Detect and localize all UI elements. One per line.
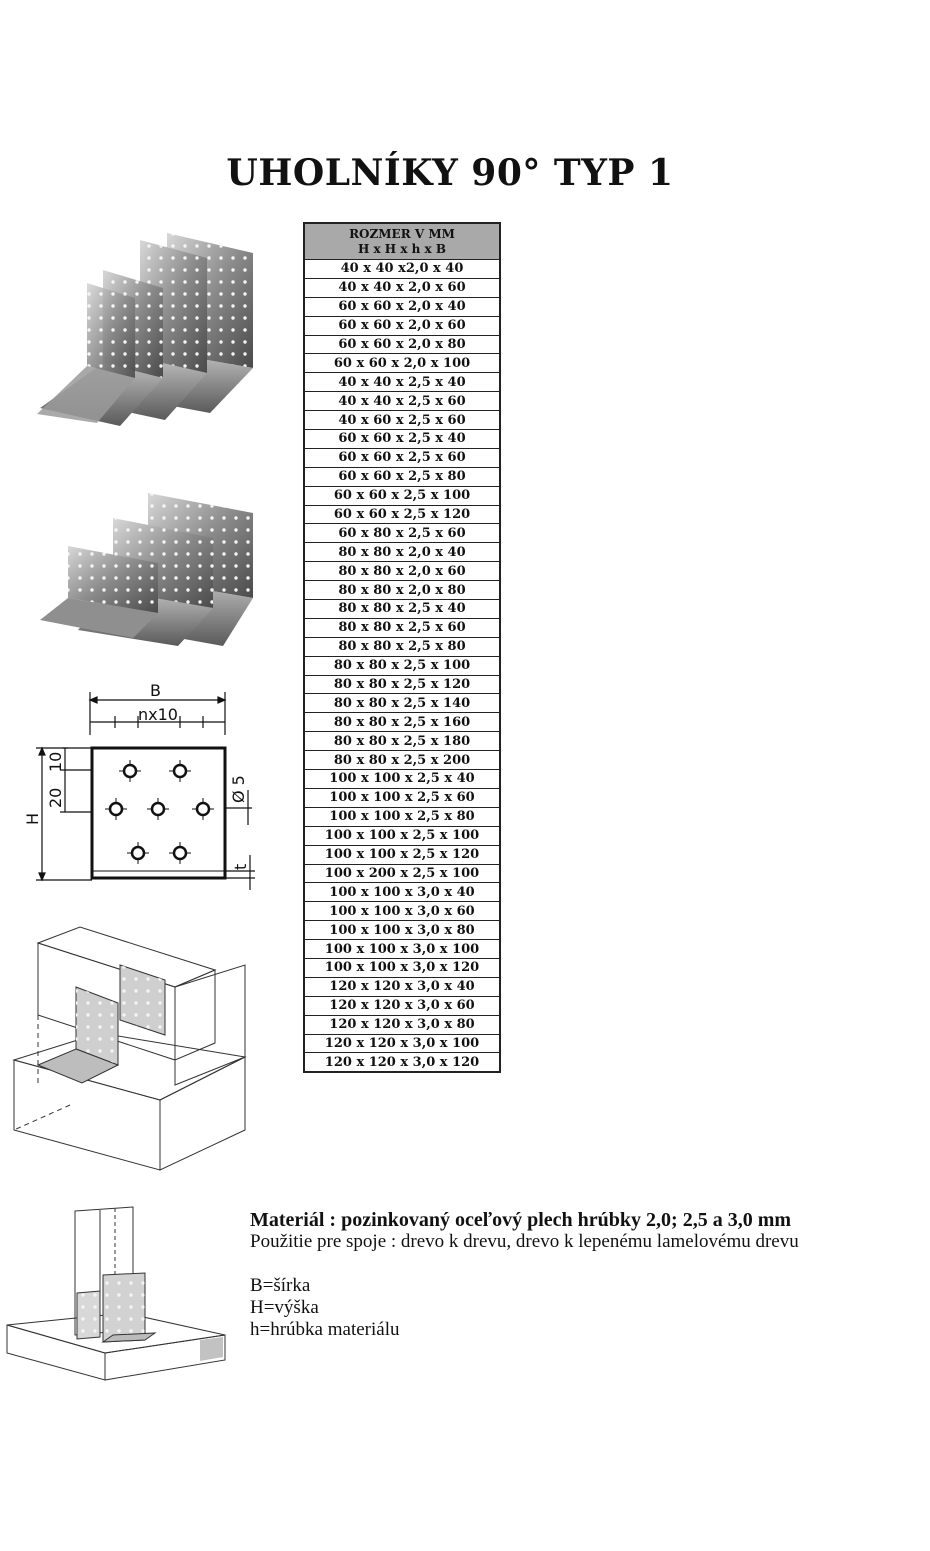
size-cell: 100 x 100 x 3,0 x 120 bbox=[304, 958, 500, 977]
size-cell: 60 x 80 x 2,5 x 60 bbox=[304, 524, 500, 543]
size-cell: 80 x 80 x 2,5 x 180 bbox=[304, 732, 500, 751]
legend-b: B=šírka bbox=[250, 1275, 311, 1296]
size-cell: 80 x 80 x 2,5 x 40 bbox=[304, 600, 500, 619]
size-cell: 100 x 100 x 2,5 x 120 bbox=[304, 845, 500, 864]
table-row bbox=[304, 940, 500, 959]
size-cell: 120 x 120 x 3,0 x 40 bbox=[304, 977, 500, 996]
size-cell: 80 x 80 x 2,5 x 200 bbox=[304, 751, 500, 770]
size-cell: 80 x 80 x 2,5 x 60 bbox=[304, 618, 500, 637]
page-title: UHOLNÍKY 90° TYP 1 bbox=[226, 152, 674, 194]
table-row bbox=[304, 1015, 500, 1034]
table-row bbox=[304, 278, 500, 297]
table-row bbox=[304, 411, 500, 430]
size-cell: 100 x 100 x 3,0 x 80 bbox=[304, 921, 500, 940]
bracket-photo-tall bbox=[35, 228, 260, 433]
size-cell: 60 x 60 x 2,0 x 40 bbox=[304, 297, 500, 316]
table-row bbox=[304, 826, 500, 845]
table-row bbox=[304, 524, 500, 543]
table-row bbox=[304, 260, 500, 279]
table-row bbox=[304, 562, 500, 581]
dim-label-10: 10 bbox=[46, 751, 65, 772]
size-cell: 40 x 40 x 2,5 x 60 bbox=[304, 392, 500, 411]
table-row bbox=[304, 373, 500, 392]
dim-label-nx10: nx10 bbox=[138, 705, 178, 724]
table-row bbox=[304, 335, 500, 354]
table-row bbox=[304, 600, 500, 619]
table-row bbox=[304, 864, 500, 883]
table-row bbox=[304, 486, 500, 505]
table-row bbox=[304, 656, 500, 675]
dim-label-H: H bbox=[23, 812, 42, 825]
table-row bbox=[304, 297, 500, 316]
size-cell: 60 x 60 x 2,5 x 40 bbox=[304, 430, 500, 449]
size-cell: 40 x 40 x 2,5 x 40 bbox=[304, 373, 500, 392]
size-cell: 40 x 60 x 2,5 x 60 bbox=[304, 411, 500, 430]
legend-h-height: H=výška bbox=[250, 1297, 319, 1318]
size-cell: 60 x 60 x 2,0 x 100 bbox=[304, 354, 500, 373]
size-cell: 100 x 100 x 2,5 x 60 bbox=[304, 788, 500, 807]
table-row bbox=[304, 845, 500, 864]
size-cell: 100 x 100 x 3,0 x 60 bbox=[304, 902, 500, 921]
table-row bbox=[304, 694, 500, 713]
size-cell: 80 x 80 x 2,5 x 120 bbox=[304, 675, 500, 694]
size-cell: 80 x 80 x 2,5 x 160 bbox=[304, 713, 500, 732]
table-row bbox=[304, 788, 500, 807]
table-row bbox=[304, 637, 500, 656]
size-cell: 60 x 60 x 2,5 x 60 bbox=[304, 448, 500, 467]
size-cell: 120 x 120 x 3,0 x 80 bbox=[304, 1015, 500, 1034]
table-header-line1: ROZMER V MM bbox=[349, 227, 455, 241]
size-cell: 100 x 200 x 2,5 x 100 bbox=[304, 864, 500, 883]
size-cell: 80 x 80 x 2,5 x 80 bbox=[304, 637, 500, 656]
size-cell: 60 x 60 x 2,0 x 80 bbox=[304, 335, 500, 354]
table-row bbox=[304, 958, 500, 977]
table-row bbox=[304, 996, 500, 1015]
bracket-photo-wide bbox=[38, 488, 260, 653]
table-row bbox=[304, 902, 500, 921]
size-cell: 60 x 60 x 2,5 x 100 bbox=[304, 486, 500, 505]
size-cell: 100 x 100 x 2,5 x 40 bbox=[304, 770, 500, 789]
table-row bbox=[304, 430, 500, 449]
size-cell: 80 x 80 x 2,0 x 40 bbox=[304, 543, 500, 562]
table-row bbox=[304, 770, 500, 789]
table-row bbox=[304, 1053, 500, 1072]
table-row bbox=[304, 713, 500, 732]
dim-label-B: B bbox=[150, 681, 161, 700]
dim-label-d5: Ø 5 bbox=[229, 775, 248, 803]
technical-drawing bbox=[20, 680, 270, 895]
table-header-line2: H x H x h x B bbox=[357, 242, 447, 256]
table-row bbox=[304, 751, 500, 770]
usage-text: Použitie pre spoje : drevo k drevu, drevo k lepenému lamelovému drevu bbox=[250, 1231, 799, 1252]
size-cell: 80 x 80 x 2,5 x 100 bbox=[304, 656, 500, 675]
size-cell: 100 x 100 x 3,0 x 100 bbox=[304, 940, 500, 959]
size-cell: 60 x 60 x 2,0 x 60 bbox=[304, 316, 500, 335]
table-header bbox=[304, 223, 500, 260]
table-row bbox=[304, 1034, 500, 1053]
dim-label-t: t bbox=[231, 863, 250, 870]
size-cell: 100 x 100 x 2,5 x 80 bbox=[304, 807, 500, 826]
usage-drawing-beam-joint bbox=[10, 925, 255, 1175]
table-row bbox=[304, 977, 500, 996]
table-row bbox=[304, 543, 500, 562]
table-row bbox=[304, 448, 500, 467]
legend-h-thickness: h=hrúbka materiálu bbox=[250, 1319, 400, 1340]
dimensions-table bbox=[303, 222, 501, 1073]
notes-section bbox=[250, 1209, 799, 1341]
table-row bbox=[304, 505, 500, 524]
table-row bbox=[304, 675, 500, 694]
table-row bbox=[304, 921, 500, 940]
size-cell: 60 x 60 x 2,5 x 120 bbox=[304, 505, 500, 524]
material-text: Materiál : pozinkovaný oceľový plech hrúbky 2,0; 2,5 a 3,0 mm bbox=[250, 1209, 792, 1231]
size-cell: 100 x 100 x 3,0 x 40 bbox=[304, 883, 500, 902]
table-row bbox=[304, 354, 500, 373]
table-row bbox=[304, 883, 500, 902]
table-row bbox=[304, 732, 500, 751]
size-cell: 100 x 100 x 2,5 x 100 bbox=[304, 826, 500, 845]
size-cell: 80 x 80 x 2,5 x 140 bbox=[304, 694, 500, 713]
table-row bbox=[304, 581, 500, 600]
size-cell: 40 x 40 x2,0 x 40 bbox=[304, 260, 500, 279]
size-cell: 40 x 40 x 2,0 x 60 bbox=[304, 278, 500, 297]
table-row bbox=[304, 392, 500, 411]
size-cell: 120 x 120 x 3,0 x 60 bbox=[304, 996, 500, 1015]
table-row bbox=[304, 807, 500, 826]
table-row bbox=[304, 467, 500, 486]
dim-label-20: 20 bbox=[46, 787, 65, 808]
size-cell: 120 x 120 x 3,0 x 100 bbox=[304, 1034, 500, 1053]
usage-drawing-post-on-beam bbox=[5, 1205, 230, 1385]
table-row bbox=[304, 618, 500, 637]
size-cell: 80 x 80 x 2,0 x 80 bbox=[304, 581, 500, 600]
size-cell: 120 x 120 x 3,0 x 120 bbox=[304, 1053, 500, 1072]
table-row bbox=[304, 316, 500, 335]
size-cell: 80 x 80 x 2,0 x 60 bbox=[304, 562, 500, 581]
size-cell: 60 x 60 x 2,5 x 80 bbox=[304, 467, 500, 486]
